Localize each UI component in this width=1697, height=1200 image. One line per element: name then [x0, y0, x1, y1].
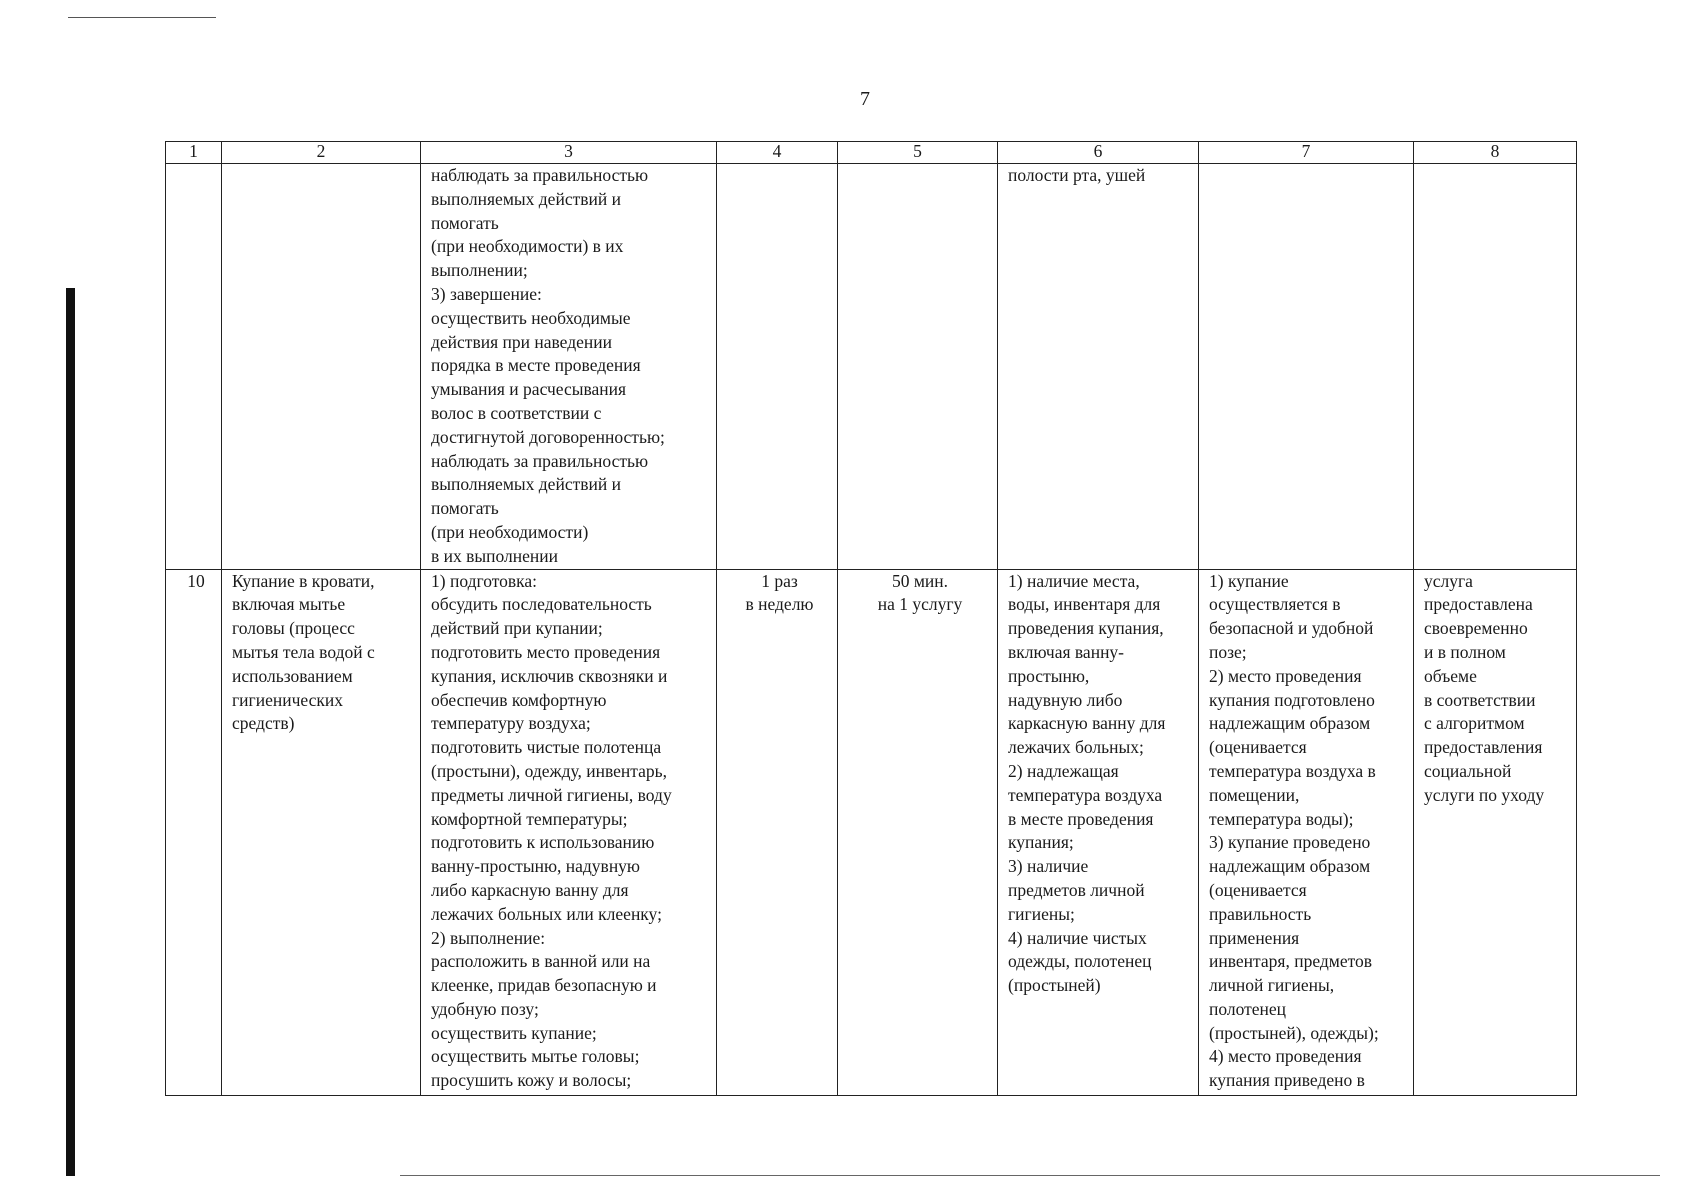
row-number-cell — [166, 164, 222, 570]
top-scan-rule — [68, 17, 216, 18]
column-header-8: 8 — [1414, 142, 1577, 164]
bottom-scan-rule — [400, 1175, 1660, 1176]
column-header-1: 1 — [166, 142, 222, 164]
frequency-cell — [717, 164, 838, 570]
evaluation-cell — [1414, 569, 1577, 1095]
service-name-cell — [222, 569, 421, 1095]
page-number: 7 — [860, 88, 870, 110]
service-table — [165, 141, 1577, 1096]
evaluation-text: услуга предоставлена своевременно и в полном объеме в соответствии с алгоритмом предоставления социальной услуги по уходу — [1424, 570, 1545, 805]
quality-indicators-cell — [1199, 164, 1414, 570]
duration-cell — [838, 164, 998, 570]
conditions-text: 1) наличие места, воды, инвентаря для проведения купания, включая ванну- простыню, надувную либо каркасную ванну для лежачих больных; 2) надлежащая температура воздуха в месте проведения купания; 3) наличие предметов личной гигиены; 4) наличие чистых одежды, полотенец (простыней) — [1008, 570, 1166, 996]
evaluation-cell — [1414, 164, 1577, 570]
column-header-4: 4 — [717, 142, 838, 164]
column-header-6: 6 — [998, 142, 1199, 164]
quality-indicators-text: 1) купание осуществляется в безопасной и удобной позе; 2) место проведения купания подготовлено надлежащим образом (оценивается температура воздуха в помещении, температура воды); 3) купание проведено надлежащим образом (оценивается правильность применения инвентаря, предметов личной гигиены, полотенец (простыней), одежды); 4) место проведения купания приведено в — [1209, 570, 1379, 1091]
left-binding-edge — [66, 288, 75, 1176]
row-number-text: 10 — [187, 570, 205, 591]
column-header-3: 3 — [421, 142, 717, 164]
service-name-text: Купание в кровати, включая мытье головы (процесс мытья тела водой с использованием гигиенических средств) — [232, 570, 375, 734]
conditions-cell — [998, 164, 1199, 570]
service-description-cell — [421, 164, 717, 570]
table-row-10 — [166, 569, 1577, 1095]
frequency-cell — [717, 569, 838, 1095]
table-row-continuation — [166, 164, 1577, 570]
service-description-cell — [421, 569, 717, 1095]
column-number-header-row — [166, 142, 1577, 164]
duration-text: 50 мин. на 1 услугу — [877, 570, 963, 615]
conditions-text: полости рта, ушей — [1008, 165, 1146, 185]
column-header-7: 7 — [1199, 142, 1414, 164]
quality-indicators-cell — [1199, 569, 1414, 1095]
row-number-cell — [166, 569, 222, 1095]
duration-cell — [838, 569, 998, 1095]
column-header-5: 5 — [838, 142, 998, 164]
conditions-cell — [998, 569, 1199, 1095]
service-name-cell — [222, 164, 421, 570]
service-description-text: 1) подготовка: обсудить последовательность действий при купании; подготовить место проведения купания, исключив сквозняки и обеспечив комфортную температуру воздуха; подготовить чистые полотенца (простыни), одежду, инвентарь, предметы личной гигиены, воду комфортной температуры; подготовить к использованию ванну-простыню, надувную либо каркасную ванну для лежачих больных или клеенку; 2) выполнение: расположить в ванной или на клеенке, придав безопасную и удобную позу; осуществить купание; осуществить мытье головы; просушить кожу и волосы; — [431, 570, 672, 1091]
frequency-text: 1 раз в неделю — [745, 570, 814, 615]
column-header-2: 2 — [222, 142, 421, 164]
service-description-text: наблюдать за правильностью выполняемых действий и помогать (при необходимости) в их выполнении; 3) завершение: осуществить необходимые действия при наведении порядка в месте проведения умывания и расчесывания волос в соответствии с достигнутой договоренностью; наблюдать за правильностью выполняемых действий и помогать (при необходимости) в их выполнении — [431, 165, 665, 566]
